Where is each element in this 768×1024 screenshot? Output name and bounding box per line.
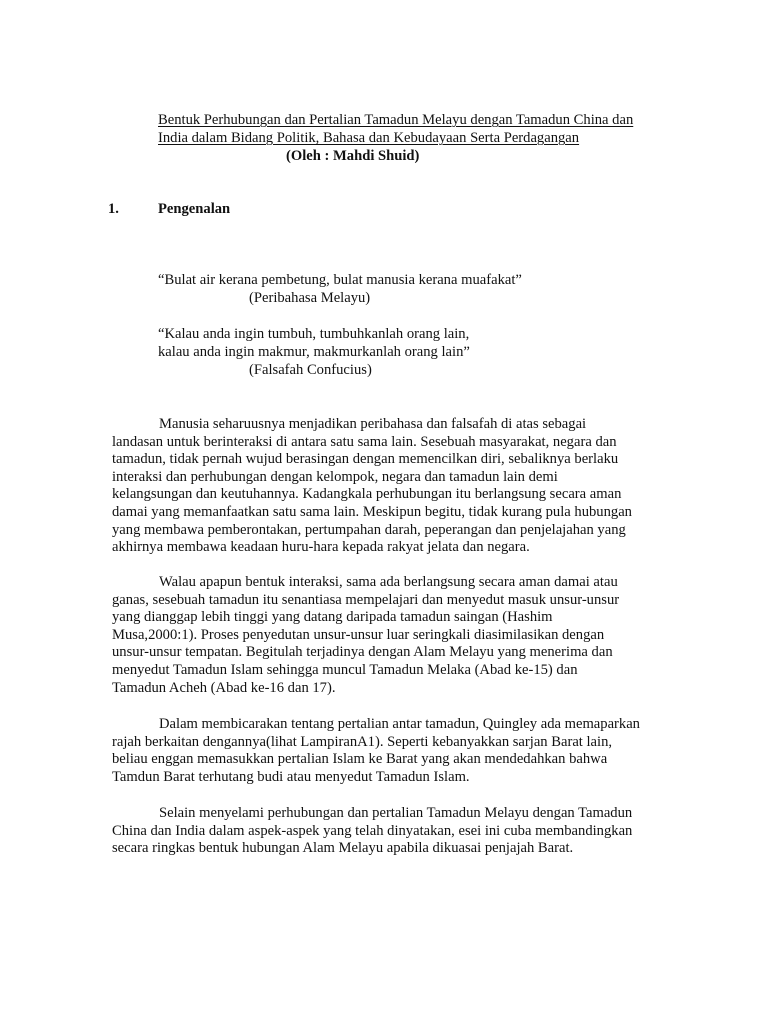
paragraph-3 xyxy=(112,716,672,786)
paragraph-1 xyxy=(112,416,672,557)
document-author: (Oleh : Mahdi Shuid) xyxy=(286,148,420,164)
paragraph-line: yang dianggap lebih tinggi yang datang daripada tamadun saingan (Hashim xyxy=(112,609,553,626)
paragraph-line: Musa,2000:1). Proses penyedutan unsur-unsur luar seringkali diasimilasikan dengan xyxy=(112,626,605,643)
paragraph-line: kelangsungan dan keutuhannya. Kadangkala perhubungan itu berlangsung secara aman xyxy=(112,486,622,503)
quote-1-source: (Peribahasa Melayu) xyxy=(249,290,371,306)
paragraph-line: Manusia seharuusnya menjadikan peribahasa dan falsafah di atas sebagai xyxy=(159,416,587,432)
document-title-line-1: Bentuk Perhubungan dan Pertalian Tamadun Melayu dengan Tamadun China dan xyxy=(158,112,634,128)
section-number: 1. xyxy=(108,201,119,217)
document-title-line-2: India dalam Bidang Politik, Bahasa dan Kebudayaan Serta Perdagangan xyxy=(158,130,580,146)
paragraph-line: interaksi dan perhubungan dengan kelompok, negara dan tamadun lain demi xyxy=(112,468,558,485)
paragraph-line: unsur-unsur tempatan. Begitulah terjadinya dengan Alam Melayu yang menerima dan xyxy=(112,644,613,661)
quote-1-line-1: “Bulat air kerana pembetung, bulat manusia kerana muafakat” xyxy=(158,272,522,288)
paragraph-2 xyxy=(112,574,672,697)
quote-2-line-2: kalau anda ingin makmur, makmurkanlah orang lain” xyxy=(158,344,470,360)
paragraph-line: yang membawa pemberontakan, pertumpahan darah, peperangan dan penjelajahan yang xyxy=(112,521,626,538)
paragraph-line: landasan untuk berinteraksi di antara satu sama lain. Sesebuah masyarakat, negara dan xyxy=(112,433,617,450)
quote-2-line-1: “Kalau anda ingin tumbuh, tumbuhkanlah orang lain, xyxy=(158,326,470,342)
paragraph-line: Dalam membicarakan tentang pertalian antar tamadun, Quingley ada memaparkan xyxy=(159,716,640,732)
section-title: Pengenalan xyxy=(158,201,231,217)
paragraph-line: Tamdun Barat terhutang budi atau menyedut Tamadun Islam. xyxy=(112,768,470,785)
paragraph-line: akhirnya membawa keadaan huru-hara kepada rakyat jelata dan negara. xyxy=(112,539,530,556)
quote-2-source: (Falsafah Confucius) xyxy=(249,362,372,378)
paragraph-4 xyxy=(112,805,672,858)
paragraph-line: tamadun, tidak pernah wujud berasingan dengan memencilkan diri, sebaliknya berlaku xyxy=(112,451,619,468)
paragraph-line: Selain menyelami perhubungan dan pertalian Tamadun Melayu dengan Tamadun xyxy=(159,805,633,821)
paragraph-line: Walau apapun bentuk interaksi, sama ada berlangsung secara aman damai atau xyxy=(159,574,618,590)
paragraph-line: ganas, sesebuah tamadun itu senantiasa mempelajari dan menyedut masuk unsur-unsur xyxy=(112,591,620,608)
paragraph-line: menyedut Tamadun Islam sehingga muncul Tamadun Melaka (Abad ke-15) dan xyxy=(112,661,578,678)
paragraph-line: rajah berkaitan dengannya(lihat LampiranA1). Seperti kebanyakkan sarjan Barat lain, xyxy=(112,733,613,750)
paragraph-line: secara ringkas bentuk hubungan Alam Melayu apabila dikuasai penjajah Barat. xyxy=(112,840,574,857)
paragraph-line: damai yang memanfaatkan satu sama lain. Meskipun begitu, tidak kurang pula hubungan xyxy=(112,503,632,520)
paragraph-line: Tamadun Acheh (Abad ke-16 dan 17). xyxy=(112,679,336,696)
paragraph-line: beliau enggan memasukkan pertalian Islam ke Barat yang akan mendedahkan bahwa xyxy=(112,751,608,768)
paragraph-line: China dan India dalam aspek-aspek yang telah dinyatakan, esei ini cuba membandingkan xyxy=(112,822,633,839)
